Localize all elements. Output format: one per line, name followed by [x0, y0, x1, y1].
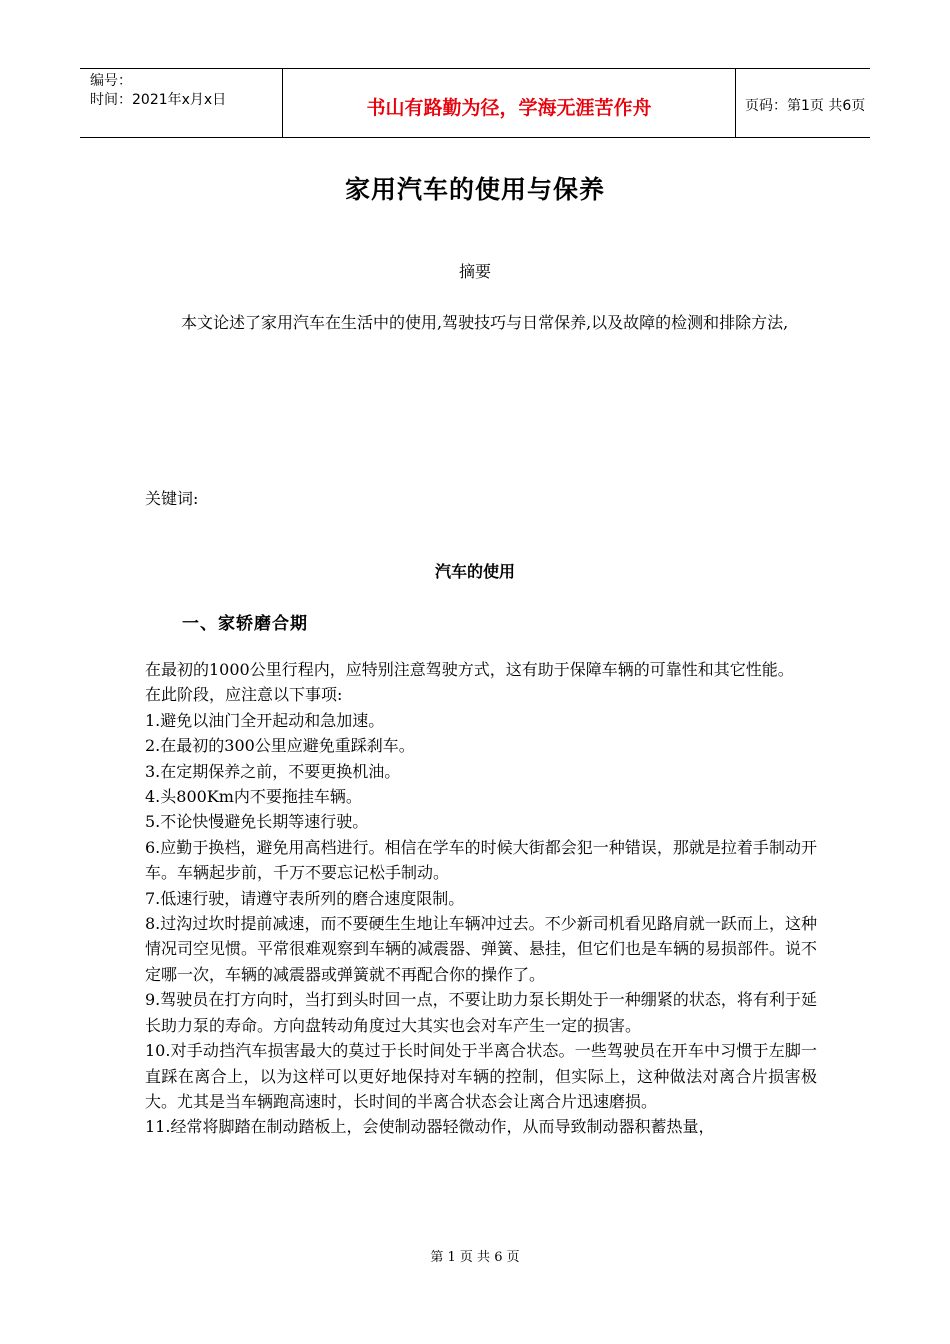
document-title: 家用汽车的使用与保养: [344, 175, 605, 204]
number-label: 编号：: [90, 73, 132, 89]
list-item: 8.过沟过坎时提前减速，而不要硬生生地让车辆冲过去。不少新司机看见路肩就一跃而上，这种情况司空见惯。平常很难观察到车辆的减震器、弹簧、悬挂，但它们也是车辆的易损部件。说不定哪一次，车辆的减震器或弹簧就不再配合你的操作了。: [145, 914, 818, 984]
body-text: [145, 657, 817, 1140]
paragraph: 在最初的1000公里行程内，应特别注意驾驶方式，这有助于保障车辆的可靠性和其它性能。: [145, 660, 794, 679]
abstract-text: [145, 310, 810, 336]
list-item: 4.头800Km内不要拖挂车辆。: [145, 787, 362, 807]
header-info-cell: [80, 69, 282, 137]
date-label: 时间：2021年x月x日: [90, 92, 227, 108]
motto: 书山有路勤为径，学海无涯苦作舟: [366, 97, 652, 119]
header-page-cell: [735, 69, 870, 137]
page-header: [80, 68, 870, 138]
list-item: 10.对手动挡汽车损害最大的莫过于长时间处于半离合状态。一些驾驶员在开车中习惯于左脚一直踩在离合上，以为这样可以更好地保持对车辆的控制，但实际上，这种做法对离合片损害极大。尤其是当车辆跑高速时，长时间的半离合状态会让离合片迅速磨损。: [145, 1041, 817, 1111]
header-motto-cell: [282, 69, 736, 137]
abstract-heading: 摘要: [458, 262, 491, 281]
list-item: 3.在定期保养之前，不要更换机油。: [145, 761, 401, 781]
keywords-label: 关键词:: [145, 489, 199, 508]
paragraph: 在此阶段，应注意以下事项:: [145, 685, 343, 705]
page-info: 页码：第1页 共6页: [745, 98, 866, 114]
list-item: 2.在最初的300公里应避免重踩刹车。: [145, 736, 415, 756]
section-title: 汽车的使用: [434, 562, 515, 581]
subsection-title: 一、家轿磨合期: [182, 614, 308, 634]
list-item: 1.避免以油门全开起动和急加速。: [145, 710, 385, 730]
list-item: 9.驾驶员在打方向时，当打到头时回一点，不要让助力泵长期处于一种绷紧的状态，将有利于延长助力泵的寿命。方向盘转动角度过大其实也会对车产生一定的损害。: [145, 990, 817, 1035]
list-item: 11.经常将脚踏在制动踏板上，会使制动器轻微动作，从而导致制动器积蓄热量，: [145, 1117, 715, 1137]
list-item: 7.低速行驶，请遵守表所列的磨合速度限制。: [145, 888, 465, 908]
list-item: 5.不论快慢避免长期等速行驶。: [145, 812, 369, 832]
list-item: 6.应勤于换档，避免用高档进行。相信在学车的时候大街都会犯一种错误，那就是拉着手制动开车。车辆起步前，千万不要忘记松手制动。: [145, 837, 817, 883]
abstract-paragraph: 本文论述了家用汽车在生活中的使用,驾驶技巧与日常保养,以及故障的检测和排除方法,: [181, 313, 789, 332]
page-footer: 第 1 页 共 6 页: [430, 1250, 520, 1265]
